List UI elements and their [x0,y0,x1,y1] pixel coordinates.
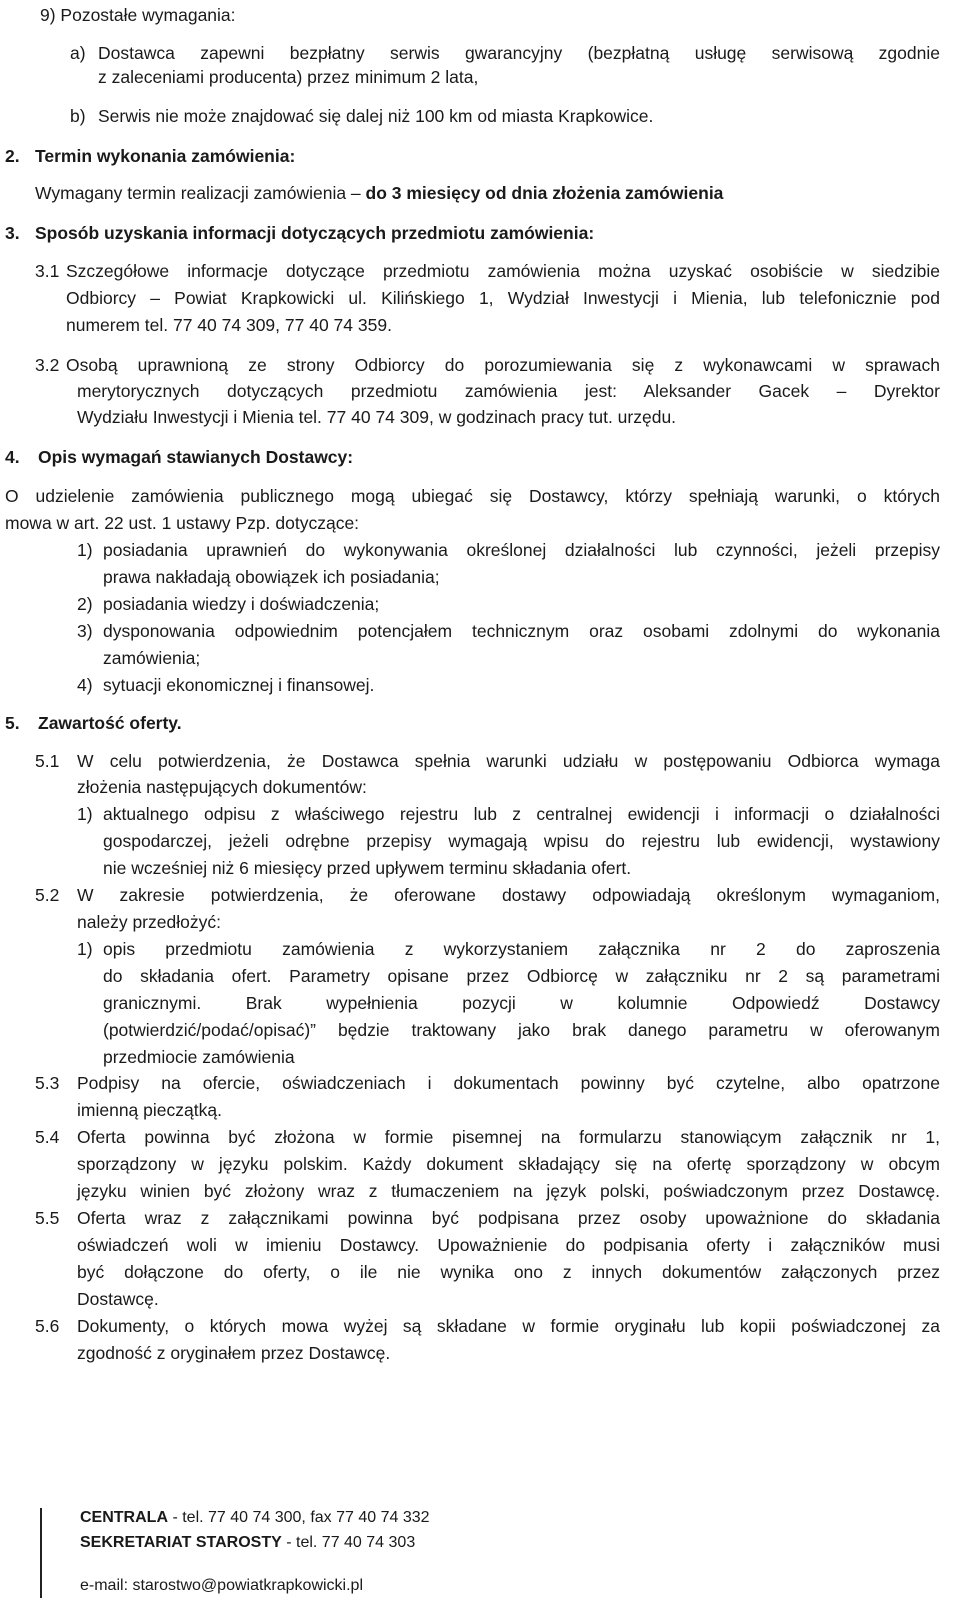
para-5-3-line1: Podpisy na ofercie, oświadczeniach i dokumentach powinny być czytelne, albo opatrzone [77,1073,940,1093]
para-5-5-line4: Dostawcę. [77,1289,159,1309]
p51-item-1-line1: aktualnego odpisu z właściwego rejestru lub z centralnej ewidencji i informacji o działalności [103,804,940,824]
section-2-heading: Termin wykonania zamówienia: [35,146,296,166]
section-2-number: 2. [5,146,20,166]
p52-item-1-line5: przedmiocie zamówienia [103,1047,295,1067]
para-5-4-line3: języku winien być złożony wraz z tłumaczeniem na język polski, poświadczonym przez Dostawcę. [77,1181,940,1201]
footer-sekretariat: SEKRETARIAT STAROSTY - tel. 77 40 74 303 [80,1534,416,1551]
section-2-text: Wymagany termin realizacji zamówienia – do 3 miesięcy od dnia złożenia zamówienia [35,183,724,203]
p52-item-1-line1: opis przedmiotu zamówienia z wykorzystaniem załącznika nr 2 do zaproszenia [103,939,940,959]
item-b-text: Serwis nie może znajdować się dalej niż 100 km od miasta Krapkowice. [98,106,654,126]
p51-item-1-label: 1) [77,804,93,824]
section-9-heading: 9) Pozostałe wymagania: [40,5,236,25]
para-3-2-line1: Osobą uprawnioną ze strony Odbiorcy do porozumiewania się z wykonawcami w sprawach [66,355,940,375]
para-5-6-label: 5.6 [35,1316,60,1336]
para-5-1-label: 5.1 [35,751,60,771]
s4-item-3-line2: zamówienia; [103,648,201,668]
s4-item-2-label: 2) [77,594,93,614]
para-5-5-line3: być dołączone do oferty, o ile nie wynika ono z innych dokumentów załączonych przez [77,1262,940,1282]
item-a-line2: z zaleceniami producenta) przez minimum 2 lata, [98,67,479,87]
s4-item-3-label: 3) [77,621,93,641]
section-3-heading: Sposób uzyskania informacji dotyczących przedmiotu zamówienia: [35,223,595,243]
para-5-4-label: 5.4 [35,1127,60,1147]
section-4-number: 4. [5,447,20,467]
s4-item-4-line1: sytuacji ekonomicznej i finansowej. [103,675,375,695]
p52-item-1-line2: do składania ofert. Parametry opisane przez Odbiorcę w załączniku nr 2 są parametrami [103,966,940,986]
p52-item-1-line3: granicznymi. Brak wypełnienia pozycji w kolumnie Odpowiedź Dostawcy [103,993,940,1013]
footer-centrala: CENTRALA - tel. 77 40 74 300, fax 77 40 74 332 [80,1509,430,1526]
para-3-1-line3: numerem tel. 77 40 74 309, 77 40 74 359. [66,315,392,335]
section-3-number: 3. [5,223,20,243]
para-3-1-label: 3.1 [35,261,60,281]
para-5-3-label: 5.3 [35,1073,60,1093]
section-4-heading: Opis wymagań stawianych Dostawcy: [38,447,354,467]
para-5-1-line2: złożenia następujących dokumentów: [77,777,367,797]
section-4-intro-line2: mowa w art. 22 ust. 1 ustawy Pzp. dotyczące: [5,513,360,533]
para-5-5-line1: Oferta wraz z załącznikami powinna być podpisana przez osoby upoważnione do składania [77,1208,940,1228]
section-4-intro-line1: O udzielenie zamówienia publicznego mogą ubiegać się Dostawcy, którzy spełniają warunki, o których [5,486,940,506]
para-3-2-line3: Wydziału Inwestycji i Mienia tel. 77 40 74 309, w godzinach pracy tut. urzędu. [77,407,677,427]
para-5-2-line2: należy przedłożyć: [77,912,221,932]
para-5-6-line1: Dokumenty, o których mowa wyżej są składane w formie oryginału lub kopii poświadczonej za [77,1316,940,1336]
para-5-2-label: 5.2 [35,885,60,905]
para-5-4-line2: sporządzony w języku polskim. Każdy dokument składający się na ofertę sporządzony w obcym [77,1154,940,1174]
para-5-5-label: 5.5 [35,1208,60,1228]
footer-divider [40,1508,42,1598]
s4-item-1-line2: prawa nakładają obowiązek ich posiadania; [103,567,440,587]
s4-item-3-line1: dysponowania odpowiednim potencjałem technicznym oraz osobami zdolnymi do wykonania [103,621,940,641]
s4-item-4-label: 4) [77,675,93,695]
footer-email: e-mail: starostwo@powiatkrapkowicki.pl [80,1577,363,1594]
s4-item-2-line1: posiadania wiedzy i doświadczenia; [103,594,380,614]
para-5-6-line2: zgodność z oryginałem przez Dostawcę. [77,1343,391,1363]
item-a-label: a) [70,43,86,63]
s4-item-1-label: 1) [77,540,93,560]
para-3-1-line1: Szczegółowe informacje dotyczące przedmiotu zamówienia można uzyskać osobiście w siedzibie [66,261,940,281]
p52-item-1-label: 1) [77,939,93,959]
p52-item-1-line4: (potwierdzić/podać/opisać)” będzie traktowany jako brak danego parametru w oferowanym [103,1020,940,1040]
p51-item-1-line2: gospodarczej, jeżeli odrębne przepisy wymagają wpisu do rejestru lub ewidencji, wystawiony [103,831,940,851]
para-5-4-line1: Oferta powinna być złożona w formie pisemnej na formularzu stanowiącym załącznik nr 1, [77,1127,940,1147]
section-5-number: 5. [5,713,20,733]
para-5-5-line2: oświadczeń woli w imieniu Dostawcy. Upoważnienie do podpisania oferty i załączników musi [77,1235,940,1255]
para-5-3-line2: imienną pieczątką. [77,1100,222,1120]
para-5-2-line1: W zakresie potwierdzenia, że oferowane dostawy odpowiadają określonym wymaganiom, [77,885,940,905]
item-b-label: b) [70,106,86,126]
para-5-1-line1: W celu potwierdzenia, że Dostawca spełnia warunki udziału w postępowaniu Odbiorca wymaga [77,751,940,771]
s4-item-1-line1: posiadania uprawnień do wykonywania określonej działalności lub czynności, jeżeli przepisy [103,540,940,560]
para-3-2-line2: merytorycznych dotyczących przedmiotu zamówienia jest: Aleksander Gacek – Dyrektor [77,381,940,401]
section-5-heading: Zawartość oferty. [38,713,182,733]
item-a-line1: Dostawca zapewni bezpłatny serwis gwarancyjny (bezpłatną usługę serwisową zgodnie [98,43,940,63]
para-3-2-label: 3.2 [35,355,60,375]
p51-item-1-line3: nie wcześniej niż 6 miesięcy przed upływem terminu składania ofert. [103,858,632,878]
para-3-1-line2: Odbiorcy – Powiat Krapkowicki ul. Kilińskiego 1, Wydział Inwestycji i Mienia, lub telefonicznie pod [66,288,940,308]
